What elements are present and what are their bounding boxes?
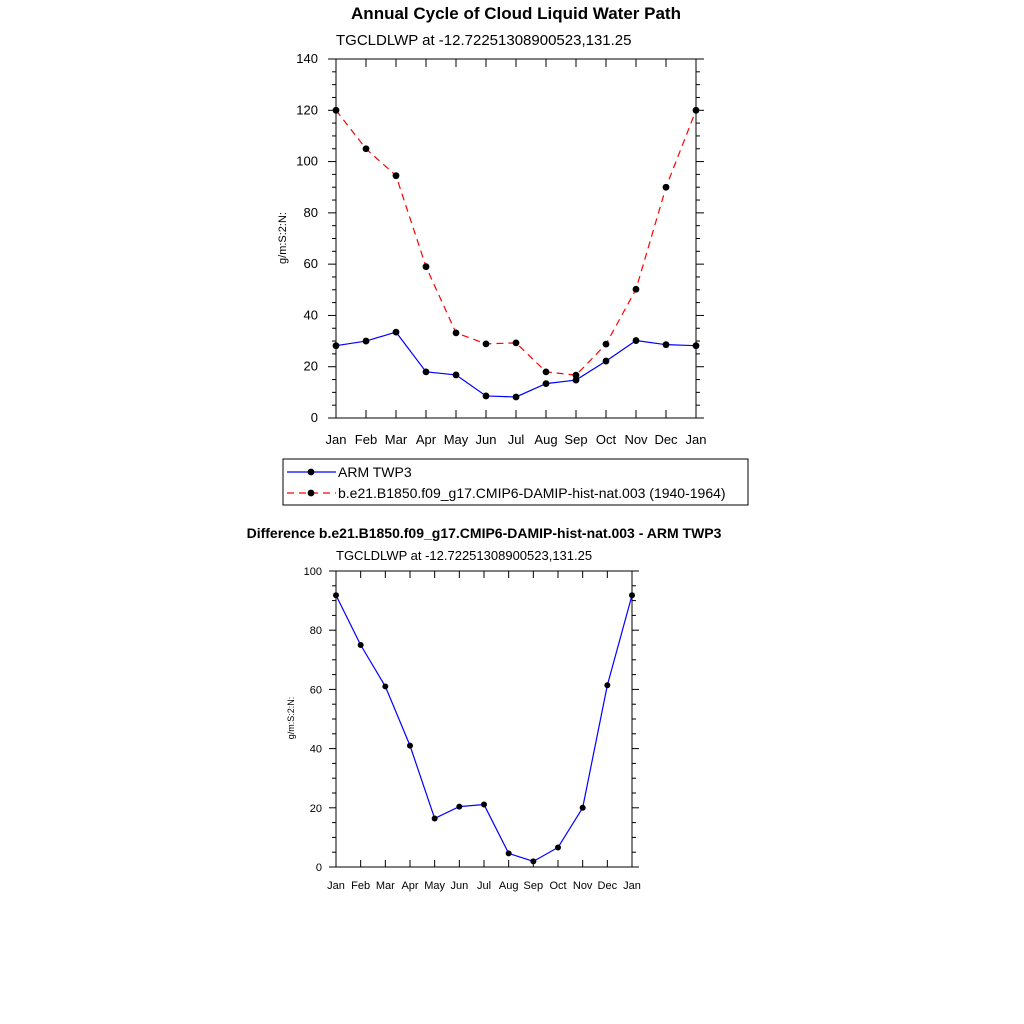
chart1-data-point xyxy=(513,394,520,401)
chart2-data-point xyxy=(506,850,512,856)
chart1-data-point xyxy=(423,368,430,375)
chart2-y-axis-label: g/m:S:2:N: xyxy=(286,696,296,740)
chart1-data-point xyxy=(363,338,370,345)
chart1-data-point xyxy=(663,341,670,348)
chart2-x-tick-label: Apr xyxy=(401,880,419,892)
chart2-x-tick-label: Dec xyxy=(597,880,618,892)
chart2-data-point xyxy=(481,802,487,808)
chart2-x-tick-label: Oct xyxy=(549,880,567,892)
chart2-title: Difference b.e21.B1850.f09_g17.CMIP6-DAMIP-hist-nat.003 - ARM TWP3 xyxy=(246,525,722,541)
legend-marker-model xyxy=(308,490,315,497)
chart2-y-tick-label: 100 xyxy=(303,566,322,578)
chart1-data-point xyxy=(603,358,610,365)
chart2-y-tick-label: 0 xyxy=(315,862,322,874)
chart2-data-point xyxy=(407,743,413,749)
chart1-x-tick-label: Aug xyxy=(534,432,558,447)
chart1-data-point xyxy=(363,145,370,152)
chart2-data-point xyxy=(456,804,462,810)
legend-marker-arm xyxy=(308,469,315,476)
chart1-data-point xyxy=(543,380,550,387)
legend-label-arm: ARM TWP3 xyxy=(338,464,412,480)
chart1-x-tick-label: Feb xyxy=(354,432,378,447)
chart2-x-tick-label: Feb xyxy=(351,880,371,892)
chart1-data-point xyxy=(633,337,640,344)
chart1-data-point xyxy=(633,286,640,293)
chart2-data-point xyxy=(580,805,586,811)
chart1-y-axis-label: g/m:S:2:N: xyxy=(277,212,289,264)
chart1-data-point xyxy=(453,329,460,336)
chart2-x-tick-label: Nov xyxy=(572,880,593,892)
chart2-y-tick-label: 60 xyxy=(309,684,322,697)
chart1-x-tick-label: Jul xyxy=(507,432,525,447)
chart1-data-point xyxy=(453,372,460,379)
chart2-data-point xyxy=(432,815,438,821)
chart2-x-tick-label: Mar xyxy=(375,880,395,892)
chart2-x-tick-label: May xyxy=(424,880,446,892)
chart1-x-tick-label: Jan xyxy=(685,432,707,447)
chart2-y-tick-label: 80 xyxy=(309,625,322,638)
chart1-data-point xyxy=(543,368,550,375)
chart2-y-tick-label: 40 xyxy=(309,743,322,756)
chart1-x-tick-label: Nov xyxy=(624,432,648,447)
chart1-data-point xyxy=(663,184,670,191)
chart2-x-tick-label: Jun xyxy=(450,880,469,892)
chart1-data-point xyxy=(423,263,430,270)
chart1-x-tick-label: Jun xyxy=(475,432,497,447)
chart1-x-tick-label: May xyxy=(443,432,469,447)
chart1-x-tick-label: Apr xyxy=(415,432,437,447)
chart1-data-point xyxy=(393,329,400,336)
chart2-x-tick-label: Jan xyxy=(623,880,641,892)
chart1-y-tick-label: 80 xyxy=(303,204,318,220)
chart1-y-tick-label: 100 xyxy=(296,153,318,169)
chart1-data-point xyxy=(513,339,520,346)
chart2-x-tick-label: Sep xyxy=(523,880,544,892)
chart1-x-tick-label: Jan xyxy=(325,432,347,447)
chart1-x-tick-label: Mar xyxy=(384,432,408,447)
chart2-data-point xyxy=(604,682,610,688)
chart2-data-point xyxy=(382,683,388,689)
chart2-x-tick-label: Jul xyxy=(476,880,492,892)
chart2-data-point xyxy=(358,642,364,648)
chart1-y-tick-label: 60 xyxy=(303,256,318,272)
chart1-x-tick-label: Dec xyxy=(654,432,678,447)
chart2-subtitle: TGCLDLWP at -12.72251308900523,131.25 xyxy=(336,548,593,563)
chart1-legend xyxy=(283,459,748,505)
chart2-x-tick-label: Aug xyxy=(498,880,519,892)
chart1-y-tick-label: 0 xyxy=(310,410,318,425)
chart1-y-tick-label: 20 xyxy=(303,358,318,374)
chart2-data-point xyxy=(555,844,561,850)
chart1-x-tick-label: Sep xyxy=(564,432,588,447)
chart1-title: Annual Cycle of Cloud Liquid Water Path xyxy=(351,4,681,23)
chart1-y-tick-label: 40 xyxy=(303,307,318,323)
chart2-data-point xyxy=(530,858,536,864)
chart1-data-point xyxy=(393,172,400,179)
legend-label-model: b.e21.B1850.f09_g17.CMIP6-DAMIP-hist-nat.003 (1940-1964) xyxy=(338,485,726,501)
chart1-subtitle: TGCLDLWP at -12.72251308900523,131.25 xyxy=(336,32,632,49)
chart1-x-tick-label: Oct xyxy=(595,432,617,447)
chart1-data-point xyxy=(483,393,490,400)
chart1-y-tick-label: 140 xyxy=(296,51,318,66)
chart2-x-tick-label: Jan xyxy=(327,880,345,892)
chart1-data-point xyxy=(573,372,580,379)
chart1-data-point xyxy=(603,341,610,348)
chart1-data-point xyxy=(483,340,490,347)
chart2-y-tick-label: 20 xyxy=(309,802,322,815)
chart1-y-tick-label: 120 xyxy=(296,102,318,118)
